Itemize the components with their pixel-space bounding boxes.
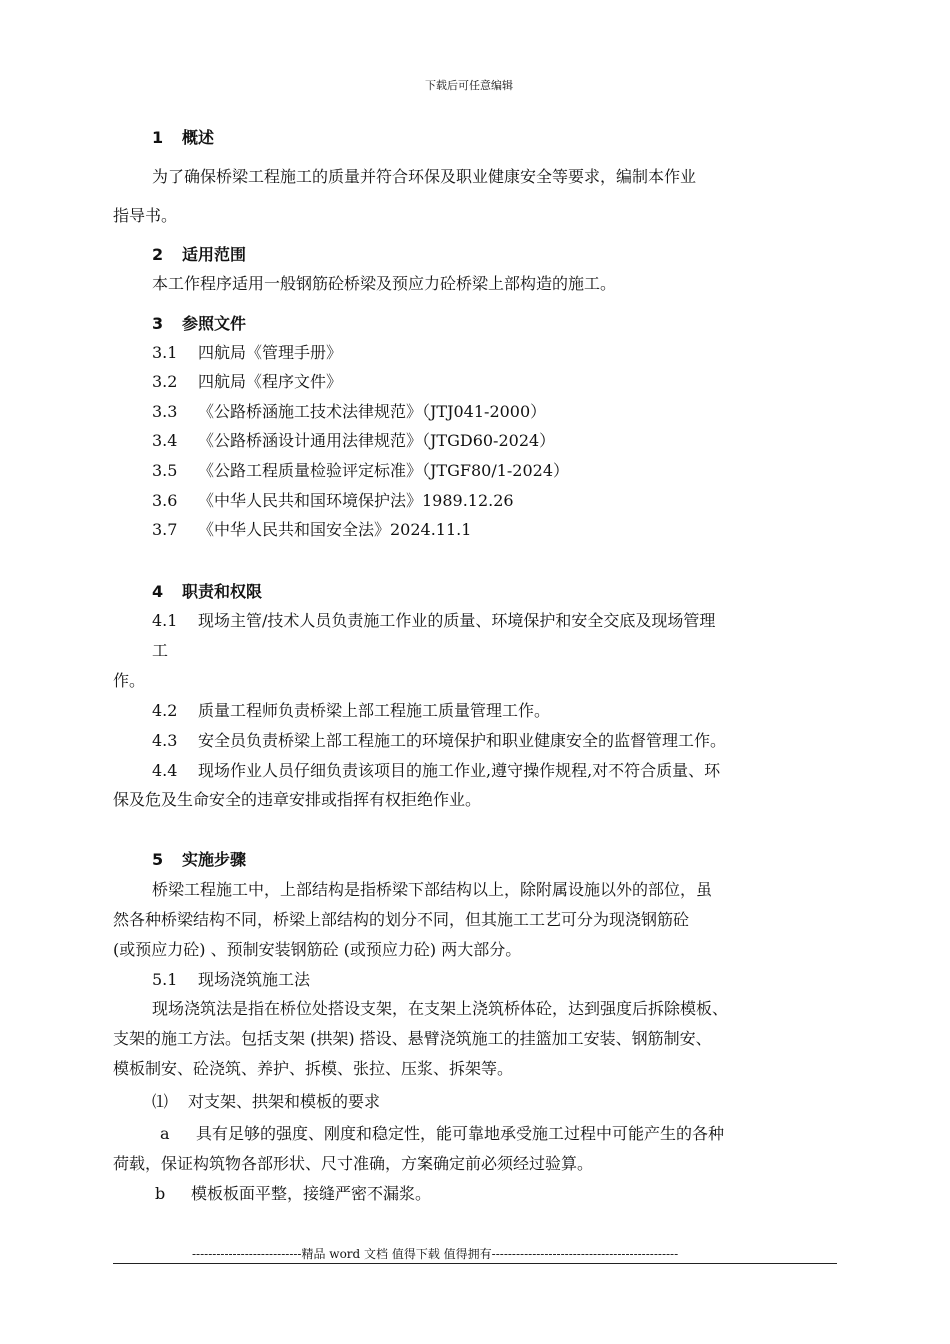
reference-text: 《中华人民共和国安全法》2024.11.1 bbox=[198, 520, 472, 539]
reference-number: 3.1 bbox=[152, 343, 178, 362]
duty-number: 4.2 bbox=[152, 701, 178, 720]
paragraph-line: 模板制安、砼浇筑、养护、拆模、张拉、压浆、拆架等。 bbox=[113, 1059, 514, 1078]
duty-number: 4.4 bbox=[152, 761, 178, 780]
paragraph-line: 支架的施工方法。包括支架 (拱架) 搭设、悬臂浇筑施工的挂篮加工安装、钢筋制安、 bbox=[113, 1029, 712, 1048]
requirement-item-a bbox=[160, 1124, 724, 1144]
reference-number: 3.6 bbox=[152, 491, 178, 510]
page-footer: ---------------------------精品 word 文档 值得下载 值得拥有---------------------------------------------- bbox=[192, 1247, 679, 1261]
paragraph-line: 指导书。 bbox=[113, 206, 178, 225]
paragraph-line: 然各种桥梁结构不同，桥梁上部结构的划分不同，但其施工工艺可分为现浇钢筋砼 bbox=[113, 910, 690, 929]
paragraph-line: 作。 bbox=[113, 671, 146, 690]
section-number: 1 bbox=[152, 128, 164, 147]
section-heading-2 bbox=[152, 245, 246, 265]
section-title: 参照文件 bbox=[182, 314, 247, 333]
page-header: 下载后可任意编辑 bbox=[425, 79, 513, 92]
reference-text: 《公路桥涵设计通用法律规范》（JTGD60-2024） bbox=[198, 431, 556, 450]
subsection-heading bbox=[152, 970, 310, 990]
duty-item bbox=[152, 731, 726, 751]
reference-item bbox=[152, 343, 342, 363]
reference-text: 四航局《程序文件》 bbox=[198, 372, 343, 391]
reference-text: 《公路工程质量检验评定标准》（JTGF80/1-2024） bbox=[198, 461, 570, 480]
reference-number: 3.4 bbox=[152, 431, 178, 450]
section-number: 2 bbox=[152, 245, 164, 264]
paragraph-line: 现场浇筑法是指在桥位处搭设支架，在支架上浇筑桥体砼，达到强度后拆除模板、 bbox=[152, 999, 729, 1018]
requirement-item-b bbox=[155, 1184, 431, 1204]
section-heading-3 bbox=[152, 314, 246, 334]
paragraph-line: 桥梁工程施工中，上部结构是指桥梁下部结构以上，除附属设施以外的部位，虽 bbox=[152, 880, 713, 899]
duty-text: 现场主管/技术人员负责施工作业的质量、环境保护和安全交底及现场管理 bbox=[198, 611, 716, 630]
reference-item bbox=[152, 402, 546, 422]
duty-item bbox=[152, 761, 720, 781]
duty-item bbox=[152, 611, 715, 631]
reference-item bbox=[152, 491, 514, 511]
subsection-number: 5.1 bbox=[152, 970, 178, 989]
duty-number: 4.3 bbox=[152, 731, 178, 750]
paragraph-line: 工 bbox=[152, 641, 169, 660]
section-number: 4 bbox=[152, 582, 164, 601]
duty-text: 现场作业人员仔细负责该项目的施工作业,遵守操作规程,对不符合质量、环 bbox=[198, 761, 721, 780]
reference-number: 3.3 bbox=[152, 402, 178, 421]
item-text: 具有足够的强度、刚度和稳定性，能可靠地承受施工过程中可能产生的各种 bbox=[196, 1124, 725, 1143]
reference-number: 3.7 bbox=[152, 520, 178, 539]
paragraph-line: 本工作程序适用一般钢筋砼桥梁及预应力砼桥梁上部构造的施工。 bbox=[152, 274, 617, 293]
duty-text: 质量工程师负责桥梁上部工程施工质量管理工作。 bbox=[198, 701, 551, 720]
paragraph-line: 保及危及生命安全的违章安排或指挥有权拒绝作业。 bbox=[113, 790, 482, 809]
section-number: 3 bbox=[152, 314, 164, 333]
reference-item bbox=[152, 461, 569, 481]
paragraph-line: (或预应力砼) 、预制安装钢筋砼 (或预应力砼) 两大部分。 bbox=[113, 940, 522, 959]
reference-number: 3.2 bbox=[152, 372, 178, 391]
reference-item bbox=[152, 520, 471, 540]
section-title: 实施步骤 bbox=[182, 850, 247, 869]
footer-rule bbox=[113, 1263, 837, 1264]
paragraph-line: 为了确保桥梁工程施工的质量并符合环保及职业健康安全等要求，编制本作业 bbox=[152, 167, 697, 186]
item-label: b bbox=[155, 1184, 166, 1203]
reference-item bbox=[152, 431, 555, 451]
section-heading-5 bbox=[152, 850, 246, 870]
reference-text: 四航局《管理手册》 bbox=[198, 343, 343, 362]
reference-number: 3.5 bbox=[152, 461, 178, 480]
duty-number: 4.1 bbox=[152, 611, 178, 630]
reference-text: 《中华人民共和国环境保护法》1989.12.26 bbox=[198, 491, 514, 510]
section-title: 适用范围 bbox=[182, 245, 247, 264]
section-heading-1 bbox=[152, 128, 214, 148]
section-heading-4 bbox=[152, 582, 262, 602]
paragraph-line: 荷载，保证构筑物各部形状、尺寸准确，方案确定前必须经过验算。 bbox=[113, 1154, 594, 1173]
requirement-title: 对支架、拱架和模板的要求 bbox=[188, 1092, 381, 1111]
duty-item bbox=[152, 701, 550, 721]
requirement-heading bbox=[152, 1092, 380, 1112]
section-number: 5 bbox=[152, 850, 164, 869]
subsection-title: 现场浇筑施工法 bbox=[198, 970, 311, 989]
duty-text: 安全员负责桥梁上部工程施工的环境保护和职业健康安全的监督管理工作。 bbox=[198, 731, 727, 750]
reference-text: 《公路桥涵施工技术法律规范》（JTJ041-2000） bbox=[198, 402, 547, 421]
item-label: a bbox=[160, 1124, 170, 1143]
section-title: 概述 bbox=[182, 128, 215, 147]
section-title: 职责和权限 bbox=[182, 582, 263, 601]
requirement-number: ⑴ bbox=[152, 1092, 169, 1111]
item-text: 模板板面平整，接缝严密不漏浆。 bbox=[191, 1184, 432, 1203]
reference-item bbox=[152, 372, 342, 392]
